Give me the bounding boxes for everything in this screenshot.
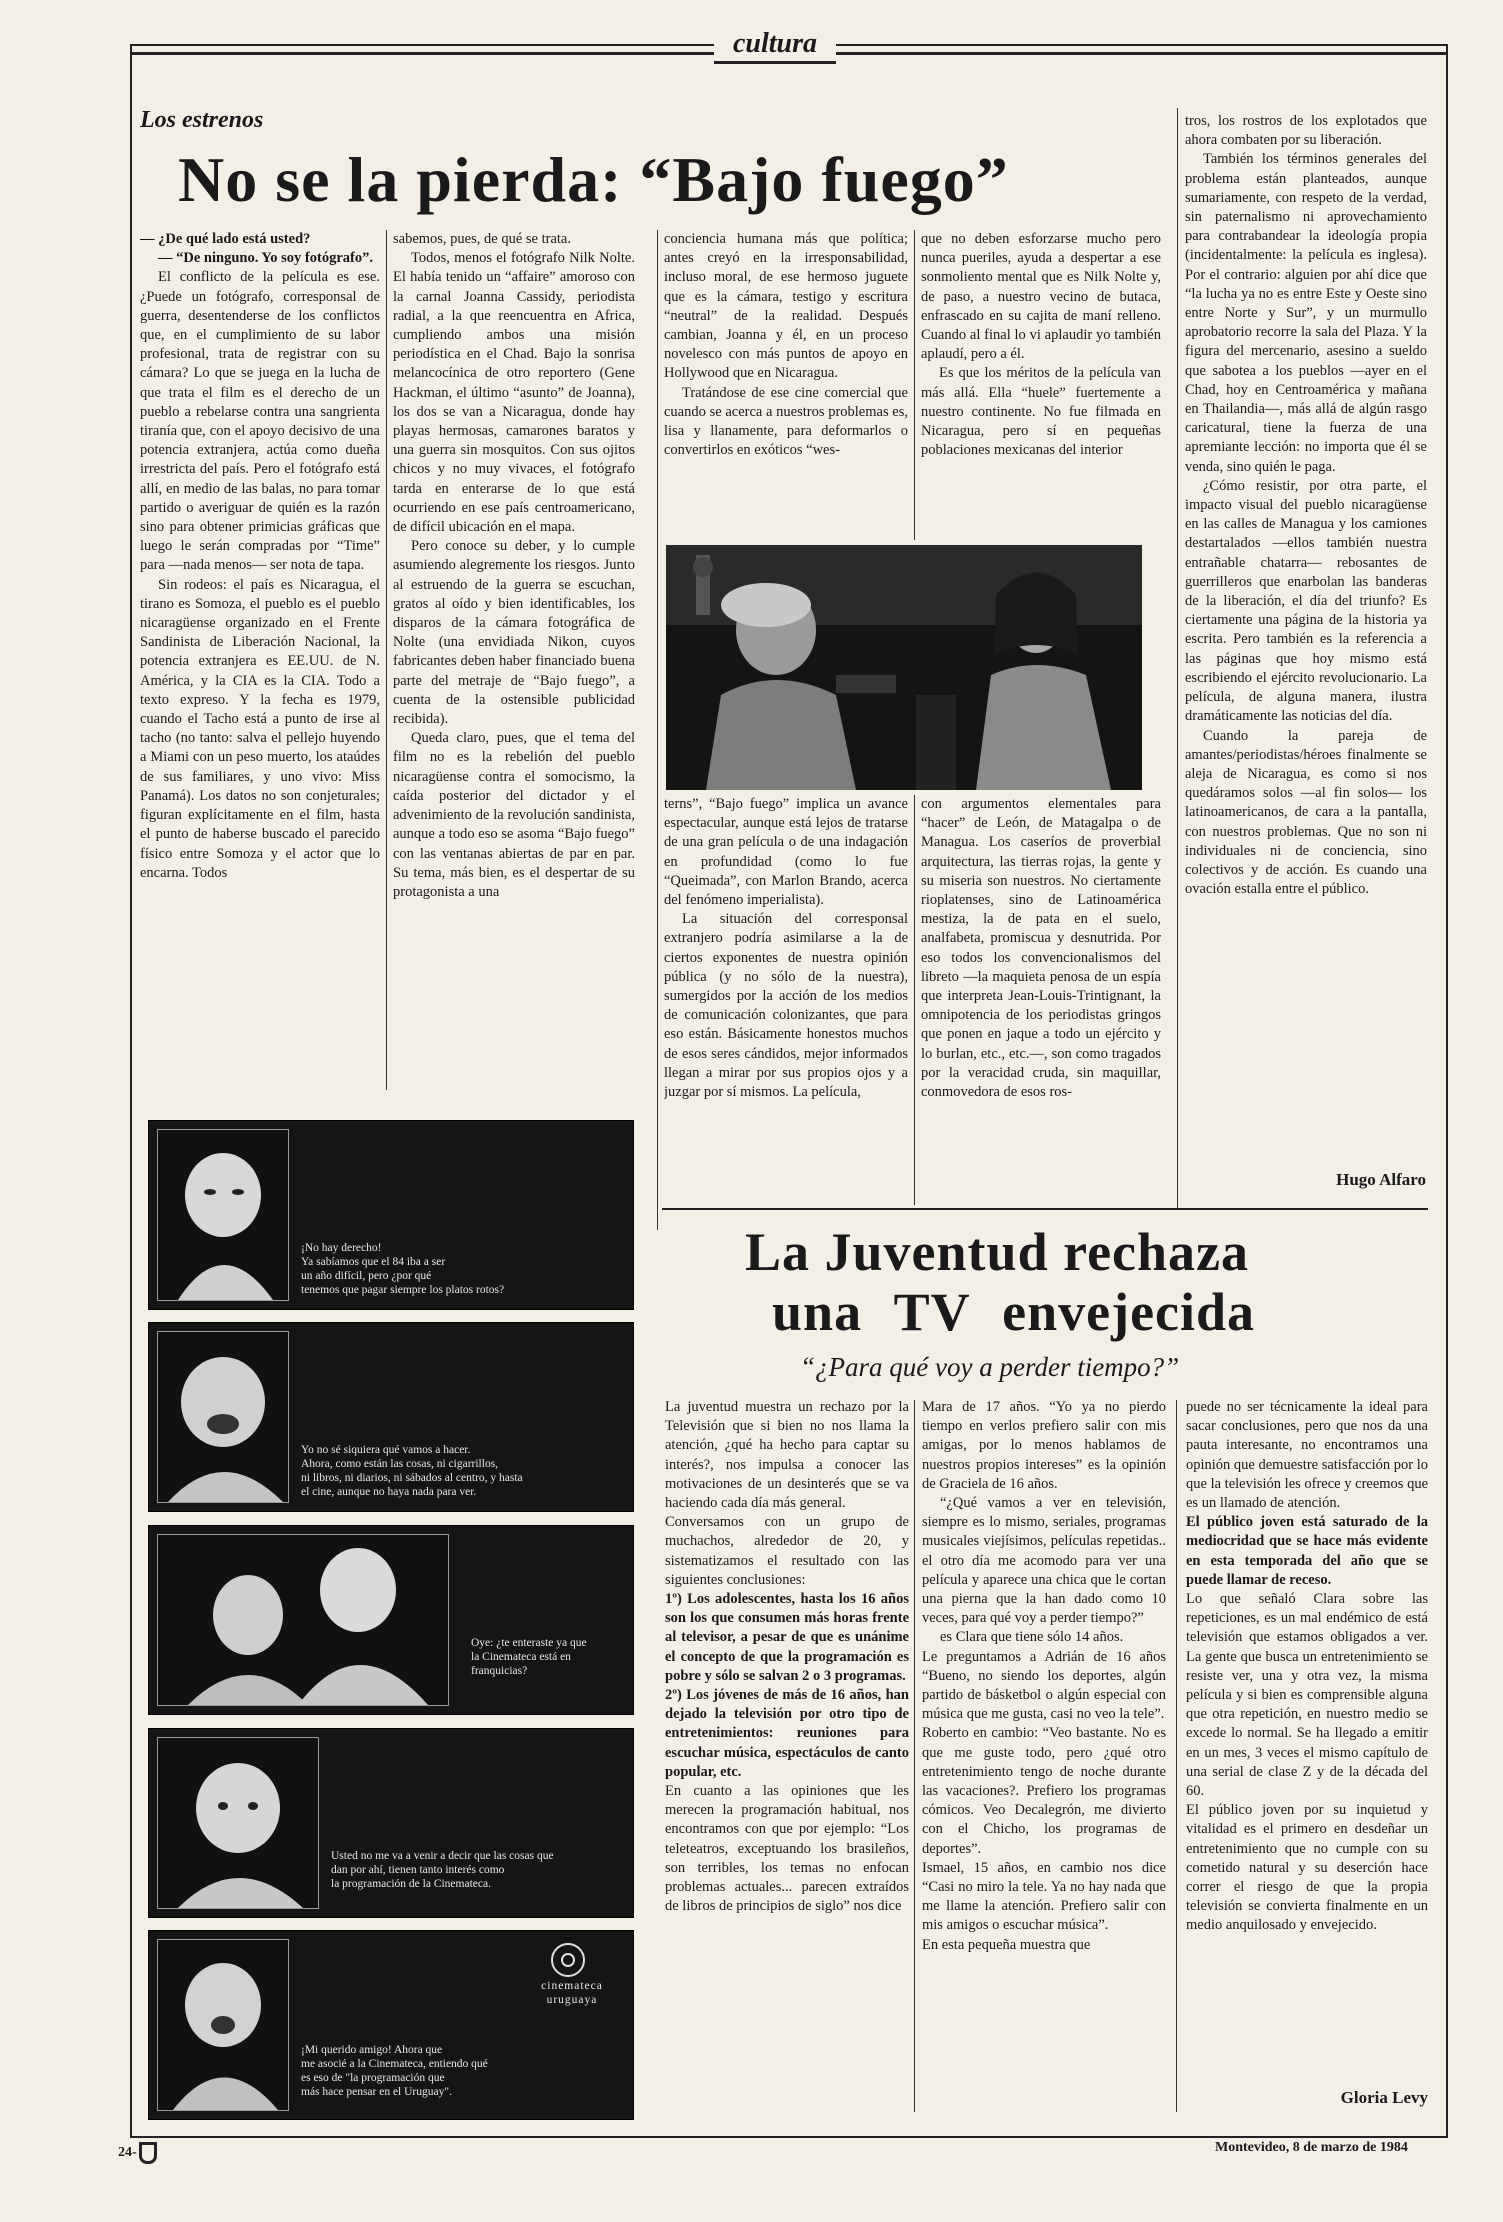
paragraph: Lo que señaló Clara sobre las repeticiones, es un mal endémico de está televisión que estamos obligados a ver. La gente que busca un entretenimiento se resiste ver, una y otra vez, la misma película y si bien es comprensible alguna que otra repetición, en nuestro medio se excede lo normal. Se ha llegado a emitir en un mes, 3 veces el mismo capítulo de una serial de clase Z y de la década del 60. (1186, 1591, 1428, 1800)
article1-byline: Hugo Alfaro (1336, 1170, 1426, 1189)
cinemateca-ad-5 (148, 1930, 634, 2120)
babies-photo (157, 1534, 449, 1706)
cinemateca-ad-4 (148, 1728, 634, 1918)
paragraph: También los términos generales del problema están planteados, aunque sumariamente, con respeto de la verdad, sin paternalismo ni aprovechamiento para contrabandear la ideología propia (incidentalmente: la película es inglesa). Por el contrario: alguien por ahí dice que “la lucha ya no es entre Este y Oeste sino entre Norte y Sur”, y un murmullo aprobatorio recorre la sala del Plaza. Y la figura del mercenario, asesino a sueldo que sabotea a los pueblos —ayer en el Chad, hoy en Centroamérica y mañana en Thailandia—, más allá de algún rasgo caricatural, tiene la fuerza de una apremiante lección: no importa que él se venda, sino quién le paga. (1185, 151, 1427, 475)
paragraph: Mara de 17 años. “Yo ya no pierdo tiempo en verlos prefiero salir con mis amigas, por lo menos hablamos de nuestros propios intereses” es la opinión de Graciela de 16 años. (922, 1399, 1166, 1492)
page-number: 24- (118, 2142, 157, 2164)
article2-column-2 (922, 1398, 1166, 2113)
baby-photo (157, 1737, 319, 1909)
article1-column-2 (393, 230, 635, 1092)
paragraph: que no deben esforzarse mucho pero nunca pueriles, ayuda a despertar a ese sonmoliento mental que es Nilk Nolte y, de paso, a nuestro vecino de butaca, enfrascado en su cajita de maní relleno. Cuando al final lo vi aplaudir yo también aplaudí, pero a él. (921, 231, 1161, 363)
ad-caption: ¡Mi querido amigo! Ahora que me asocié a la Cinemateca, entiendo qué es eso de "la programación que más hace pensar en el Uruguay". (301, 2044, 488, 2098)
paragraph: Cuando la pareja de amantes/periodistas/héroes finalmente se aleja de Nicaragua, es como si nos quedáramos solos —al fin solos— los latinoamericanos, de cara a la pantalla, con nuestros problemas. Que no son ni individuales ni de conciencia, sino colectivos y de acción. Es cuando una ovación estalla entre el público. (1185, 727, 1427, 898)
paragraph: Le preguntamos a Adrián de 16 años “Bueno, no siendo los deportes, algún partido de básketbol o algún especial con música que me gusta, casi no veo la tele”. (922, 1648, 1166, 1723)
article2-headline-line1: La Juventud rechaza (745, 1222, 1250, 1282)
logo-icon (139, 2142, 157, 2164)
paragraph: La juventud muestra un rechazo por la Televisión que si bien no nos llama la atención, ¿qué ha hecho para captar su interés?, nos impulsa a conocer las motivaciones de un desinterés que se va haciendo cada día más general. (665, 1399, 909, 1512)
column-rule (914, 795, 915, 1205)
cinemateca-ad-3 (148, 1525, 634, 1715)
section-label: cultura (714, 27, 836, 64)
paragraph: — “De ninguno. Yo soy fotógrafo”. (158, 250, 373, 267)
article2-column-1 (665, 1398, 909, 2113)
column-rule (914, 1400, 915, 2112)
column-rule (1176, 1400, 1177, 2112)
cinemateca-logo-icon (551, 1943, 585, 1977)
dateline: Montevideo, 8 de marzo de 1984 (1215, 2140, 1408, 2155)
paragraph: Ismael, 15 años, en cambio nos dice “Casi no miro la tele. Ya no hay nada que me llame la atención. Prefiero salir con mis amigos o escuchar música”. (922, 1859, 1166, 1934)
baby-photo (157, 1331, 289, 1503)
ad-caption: Usted no me va a venir a decir que las cosas que dan por ahí, tienen tanto interés como la programación de la Cinemateca. (331, 1850, 554, 1890)
paragraph: Sin rodeos: el país es Nicaragua, el tirano es Somoza, el pueblo es el pueblo nicaragüense organizado en el Frente Sandinista de Liberación Nacional, la potencia extranjera es EE.UU. de N. América, y la CIA es la CIA. Todo a texto expreso. Y la fecha es 1979, cuando el Tacho está a punto de irse al tacho (no tanto: salva el pellejo huyendo a Miami con un peso muerto, los ataúdes de sus familiares, y uno vivo: Miss Panamá). Los datos no son conjeturales; figuran explícitamente en el film, hasta el punto de haberse buscado el parecido físico entre Somoza y el actor que lo encarna. Todos (140, 576, 380, 881)
article2-column-3 (1186, 1398, 1428, 2078)
article1-column-4 (921, 230, 1161, 540)
paragraph: En cuanto a las opiniones que les merecen la programación habitual, nos encontramos con que por ejemplo: “Los teleteatros, exceptuando los brasileños, son terribles, los temas no enfocan problemas actuales... parecen extraídos de libros de principios de siglo” nos dice (665, 1783, 909, 1915)
baby-photo (157, 1129, 289, 1301)
cinemateca-logo-text: cinemateca uruguaya (541, 1980, 603, 2006)
article2-headline-line2: una TV envejecida (772, 1282, 1256, 1342)
article1-column-1 (140, 230, 380, 1092)
cinemateca-ad-2 (148, 1322, 634, 1512)
ad-caption: Yo no sé siquiera qué vamos a hacer. Ahora, como están las cosas, ni cigarrillos, ni libros, ni diarios, ni sábados al centro, y hasta el cine, aunque no haya nada para ver. (301, 1444, 523, 1498)
paragraph: Pero conoce su deber, y lo cumple asumiendo alegremente los riesgos. Junto al estruendo de la guerra se escuchan, gratos al oído y bien identificables, los disparos de la cámara fotográfica de Nolte (una envidiada Nikon, cuyos fabricantes deben haber financiado buena parte del metraje de “Bajo fuego”, a cuenta de la ostensible publicidad recibida). (393, 538, 635, 728)
ad-caption: ¡No hay derecho! Ya sabíamos que el 84 iba a ser un año difícil, pero ¿por qué tenemos que pagar siempre los platos rotos? (301, 1242, 505, 1296)
paragraph: El público joven está saturado de la mediocridad que se hace más evidente en esta temporada del año que se puede llamar de receso. (1186, 1514, 1428, 1588)
article2-subhead: “¿Para qué voy a perder tiempo?” (800, 1352, 1180, 1382)
paragraph: puede no ser técnicamente la ideal para sacar conclusiones, pero que nos da una pauta interesante, no encontramos una opinión que demuestre satisfacción por lo que la televisión les ofrece y creemos que es un llamado de atención. (1186, 1399, 1428, 1512)
paragraph: El público joven por su inquietud y vitalidad es el primero en desdeñar un entretenimiento que no cumple con su cometido natural y su deserción hace correr el riesgo de que la propia televisión se convierta finalmente en un medio anquilosado y envejecido. (1186, 1802, 1428, 1934)
paragraph: Conversamos con un grupo de muchachos, alrededor de 20, y sistematizamos el resultado con las siguientes conclusiones: (665, 1514, 909, 1588)
paragraph: sabemos, pues, de qué se trata. (393, 231, 571, 247)
article2-byline: Gloria Levy (1340, 2088, 1428, 2107)
paragraph: Es que los méritos de la película van más allá. Ella “huele” fuertemente a nuestro continente. No fue filmada en Nicaragua, pero sí en pequeñas poblaciones mexicanas del interior (921, 365, 1161, 459)
paragraph: “¿Qué vamos a ver en televisión, siempre es lo mismo, seriales, programas musicales viejísimos, películas repetidas.. el otro día me acomodo para ver una película y aparece una chica que le cortan una pierna que la han dado como 10 veces, para qué voy a perder tiempo?” (922, 1495, 1166, 1627)
paragraph: 1º) Los adolescentes, hasta los 16 años son los que consumen más horas frente al televisor, a pesar de que es unánime el concepto de que la programación es pobre y sólo se salvan 2 o 3 programas. (665, 1591, 909, 1684)
article-divider (662, 1208, 1428, 1210)
cinemateca-ad-1 (148, 1120, 634, 1310)
baby-photo (157, 1939, 289, 2111)
paragraph: Todos, menos el fotógrafo Nilk Nolte. El había tenido un “affaire” amoroso con la carnal Joanna Cassidy, periodista radial, a la que reencuentra en Africa, cumpliendo ambos una misión periodística en el Chad. Bajo la sonrisa melancocínica de otro reportero (Gene Hackman, el último “asunto” de Joanna), los dos se van a Nicaragua, donde hay playas hermosas, camarones baratos y una guerra sin mosquitos. Con sus ojitos chicos y no muy vivaces, el fotógrafo tarda en enterarse de lo que está ocurriendo en ese país centroamericano, de difícil ubicación en el mapa. (393, 250, 635, 536)
article-headline: No se la pierda: “Bajo fuego” (178, 144, 1009, 215)
article-kicker: Los estrenos (140, 107, 264, 133)
paragraph: Roberto en cambio: “Veo bastante. No es que me guste todo, pero ¿qué otro entretenimiento tengo de noche durante las vacaciones?. Prefiero los programas cómicos. Veo Decalegrón, me divierto con el Chicho, los programas de deportes”. (922, 1725, 1166, 1857)
article1-column-4b (921, 795, 1161, 1205)
paragraph: con argumentos elementales para “hacer” de León, de Matagalpa o de Managua. Los caseríos de proverbial arquitectura, las tierras rojas, la gente y su miseria son nuestros. No ciertamente rioplatenses, sino de Latinoamérica mestiza, la de pata en el suelo, analfabeta, promiscua y desnutrida. Por eso todos los convencionalismos del libreto —la maquieta penosa de un espía que interpreta Jean-Louis-Trintignant, la omnipotencia de los periodistas gringos que ponen en jaque a todo un ejército y lo burlan, etc., etc.—, son como tragados por la veracidad cruda, sin maquillar, conmovedora de esos ros- (921, 796, 1161, 1101)
paragraph: — ¿De qué lado está usted? (140, 231, 311, 247)
paragraph: 2º) Los jóvenes de más de 16 años, han dejado la televisión por otro tipo de entretenimientos: reuniones para escuchar música, espectáculos de canto popular, etc. (665, 1687, 909, 1780)
paragraph: terns”, “Bajo fuego” implica un avance espectacular, aunque está lejos de tratarse de una gran película o de una indagación en profundidad (como lo fue “Queimada”, con Marlon Brando, acerca del fenómeno imperialista). (664, 796, 908, 909)
film-still-illustration (666, 545, 1142, 790)
paragraph: ¿Cómo resistir, por otra parte, el impacto visual del pueblo nicaragüense en las calles de Managua y los camiones destartalados —ellos también nuestra entrañable chatarra— rebosantes de guerrilleros que enarbolan las banderas de la liberación, el día del triunfo? Es ciertamente una página de la historia ya escrita. Pero también es la referencia a las páginas que hoy mismo está escribiendo el ejército revolucionario. La película, de alguna manera, ilustra dramáticamente las noticias del día. (1185, 477, 1427, 725)
paragraph: Tratándose de ese cine comercial que cuando se acerca a nuestros problemas es, lisa y llanamente, para deformarlos o convertirlos en exóticos “wes- (664, 384, 908, 459)
article1-column-5 (1185, 112, 1427, 1172)
paragraph: tros, los rostros de los explotados que ahora combaten por su liberación. (1185, 113, 1427, 149)
article1-column-3b (664, 795, 908, 1205)
column-rule (386, 230, 387, 1090)
ad-caption: Oye: ¿te enteraste ya que la Cinemateca está en franquicias? (471, 1637, 587, 1677)
paragraph: El conflicto de la película es ese. ¿Puede un fotógrafo, corresponsal de guerra, desentenderse de los conflictos que, en el cumplimiento de su labor profesional, trata de registrar con su cámara? Lo que se juega en la lucha de que trata el film es el derecho de un pueblo a rebelarse contra una sangrienta tiranía que, con el apoyo decisivo de una potencia extranjera, actúa como dueña irrestricta del país. Pero el fotógrafo está allí, en medio de las balas, no para tomar partido o averiguar de quién es la razón sino para obtener primicias gráficas que luego le serán compradas por “Time” para —nada menos— ser nota de tapa. (140, 269, 380, 574)
film-still-photo (666, 545, 1142, 790)
column-rule (914, 230, 915, 540)
paragraph: La situación del corresponsal extranjero podría asimilarse a la de ciertos exponentes de nuestra opinión pública (y no sólo de la nuestra), sumergidos por la acción de los medios de comunicación colonizantes, que para eso están. Básicamente honestos muchos de esos seres cándidos, mejor informados llegan a mirar por sus propios ojos y a juzgar por sí mismos. La película, (664, 911, 908, 1101)
paragraph: es Clara que tiene sólo 14 años. (940, 1629, 1124, 1646)
paragraph: En esta pequeña muestra que (922, 1936, 1091, 1953)
column-rule (1177, 108, 1178, 1208)
paragraph: Queda claro, pues, que el tema del film no es la rebelión del pueblo nicaragüense contra el somocismo, la caída posterior del dictador y el advenimiento de la revolución sandinista, aunque a todo eso se asoma “Bajo fuego” con las ventanas abiertas de par en par. Su tema, más bien, es el despertar de su protagonista a una (393, 730, 635, 900)
article1-column-3 (664, 230, 908, 540)
paragraph: conciencia humana más que política; antes creyó en la irresponsabilidad, incluso moral, de ese hermoso juguete que es la cámara, testigo y escritura “neutral” de la realidad. Después cambian, Joanna y él, en un proceso novelesco con más puntos de apoyo en Hollywood que en Nicaragua. (664, 231, 908, 382)
column-rule (657, 230, 658, 1230)
